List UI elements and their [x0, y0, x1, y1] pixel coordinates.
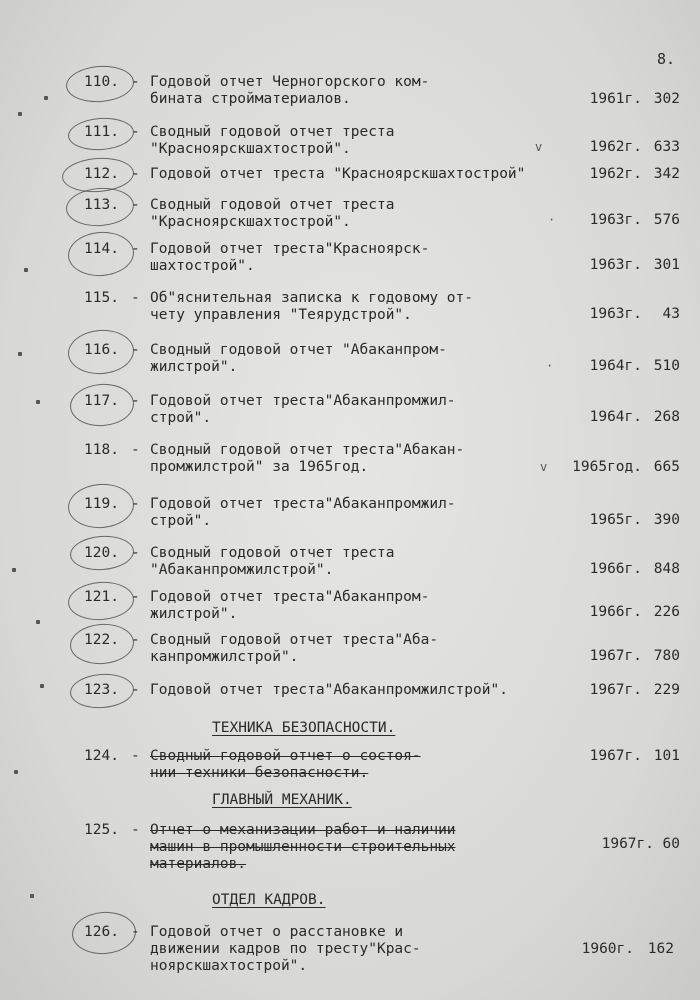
entry-title — [150, 748, 550, 782]
entry-dash: - — [131, 589, 140, 605]
entry-title-line: машин в промышленности строительных — [150, 839, 456, 855]
entry-title — [150, 166, 550, 183]
binding-mark — [44, 96, 48, 100]
entry-title-line: Годовой отчет треста"Абаканпром- — [150, 589, 430, 605]
entry-title — [150, 632, 550, 666]
entry-year: 1966г. — [589, 561, 642, 577]
entry-title — [150, 393, 550, 427]
entry-number: 119. — [84, 496, 119, 512]
entry-title-line: движении кадров по тресту"Крас- — [150, 941, 421, 957]
entry-page-count: 43 — [662, 306, 680, 322]
entry-page-count: 226 — [653, 604, 680, 620]
entry-year: 1962г. — [589, 166, 642, 182]
entry-title-line: Годовой отчет треста"Красноярск- — [150, 241, 430, 257]
entry-title-line: жилстрой". — [150, 359, 238, 375]
entry-dash: - — [131, 166, 140, 182]
binding-mark — [40, 684, 44, 688]
check-mark: v — [540, 460, 548, 474]
entry-page-count: 633 — [653, 139, 680, 155]
entry-title — [150, 241, 550, 275]
entry-year: 1964г. — [589, 358, 642, 374]
entry-page-count: 162 — [647, 941, 674, 957]
page-number: 8. — [657, 50, 676, 68]
entry-title — [150, 124, 550, 158]
entry-title-line: промжилстрой" за 1965год. — [150, 459, 369, 475]
entry-title — [150, 589, 550, 623]
entry-title-line: Сводный годовой отчет треста — [150, 124, 395, 140]
entry-title-line: строй". — [150, 410, 212, 426]
entry-title-line: "Красноярскшахтострой". — [150, 141, 351, 157]
entry-page-count: 390 — [653, 512, 680, 528]
entry-number: 126. — [84, 924, 119, 940]
entry-dash: - — [131, 496, 140, 512]
entry-year: 1964г. — [589, 409, 642, 425]
entry-title-line: чету управления "Теярудстрой". — [150, 307, 412, 323]
binding-mark — [30, 894, 34, 898]
binding-mark — [36, 400, 40, 404]
entry-title-line: Сводный годовой отчет треста"Абакан- — [150, 442, 465, 458]
entry-year: 1960г. — [581, 941, 634, 957]
entry-title-line: Сводный годовой отчет о состоя- — [150, 748, 421, 764]
binding-mark — [12, 568, 16, 572]
section-heading-personnel: ОТДЕЛ КАДРОВ. — [212, 892, 326, 908]
entry-title-line: нии техники безопасности. — [150, 765, 369, 781]
entry-page-count: 301 — [653, 257, 680, 273]
entry-title — [150, 342, 550, 376]
entry-page-count: 268 — [653, 409, 680, 425]
section-heading-safety: ТЕХНИКА БЕЗОПАСНОСТИ. — [212, 720, 396, 736]
entry-title — [150, 197, 550, 231]
entry-page-count: 848 — [653, 561, 680, 577]
entry-dash: - — [131, 197, 140, 213]
entry-dash: - — [131, 74, 140, 90]
entry-page-count: 302 — [653, 91, 680, 107]
entry-dash: - — [131, 924, 140, 940]
binding-mark — [36, 620, 40, 624]
entry-title-line: ноярскшахтострой". — [150, 958, 308, 974]
entry-page-count: 342 — [653, 166, 680, 182]
entry-year: 1967г. — [589, 682, 642, 698]
entry-number: 118. — [84, 442, 119, 458]
check-mark: · — [548, 213, 556, 227]
entry-number: 124. — [84, 748, 119, 764]
entry-title-line: Сводный годовой отчет треста — [150, 545, 395, 561]
entry-page-count: 229 — [653, 682, 680, 698]
entry-year: 1967г. — [589, 648, 642, 664]
entry-page-count: 780 — [653, 648, 680, 664]
section-heading-mechanic: ГЛАВНЫЙ МЕХАНИК. — [212, 792, 352, 808]
check-mark: v — [535, 140, 543, 154]
entry-dash: - — [131, 241, 140, 257]
entry-title — [150, 74, 550, 108]
entry-dash: - — [131, 682, 140, 698]
entry-year: 1967г. — [601, 836, 654, 852]
entry-title — [150, 924, 550, 975]
entry-title-line: строй". — [150, 513, 212, 529]
entry-title-line: Годовой отчет треста"Абаканпромжил- — [150, 496, 456, 512]
entry-year: 1966г. — [589, 604, 642, 620]
entry-number: 112. — [84, 166, 119, 182]
entry-year: 1961г. — [589, 91, 642, 107]
entry-number: 120. — [84, 545, 119, 561]
entry-title — [150, 822, 550, 873]
entry-year: 1965г. — [589, 512, 642, 528]
entry-dash: - — [131, 748, 140, 764]
entry-title-line: Об"яснительная записка к годовому от- — [150, 290, 474, 306]
entry-dash: - — [131, 290, 140, 306]
entry-year: 1962г. — [589, 139, 642, 155]
entry-year: 1963г. — [589, 257, 642, 273]
entry-title-line: жилстрой". — [150, 606, 238, 622]
binding-mark — [24, 268, 28, 272]
entry-title-line: Сводный годовой отчет треста"Аба- — [150, 632, 439, 648]
entry-title-line: Годовой отчет треста"Абаканпромжил- — [150, 393, 456, 409]
entry-page-count: 665 — [653, 459, 680, 475]
entry-title-line: "Красноярскшахтострой". — [150, 214, 351, 230]
entry-title-line: материалов. — [150, 856, 247, 872]
entry-number: 115. — [84, 290, 119, 306]
entry-page-count: 101 — [653, 748, 680, 764]
entry-year: 1965год. — [572, 459, 642, 475]
entry-year: 1963г. — [589, 306, 642, 322]
entry-title-line: Годовой отчет треста"Абаканпромжилстрой". — [150, 682, 508, 698]
entry-title-line: шахтострой". — [150, 258, 255, 274]
binding-mark — [18, 112, 22, 116]
entry-number: 117. — [84, 393, 119, 409]
entry-title — [150, 545, 550, 579]
entry-year: 1963г. — [589, 212, 642, 228]
entry-page-count: 510 — [653, 358, 680, 374]
entry-dash: - — [131, 822, 140, 838]
entry-page-count: 60 — [662, 836, 680, 852]
entry-number: 113. — [84, 197, 119, 213]
entry-title-line: Годовой отчет треста "Красноярскшахтострой" — [150, 166, 526, 182]
binding-mark — [18, 352, 22, 356]
entry-number: 110. — [84, 74, 119, 90]
entry-title — [150, 290, 550, 324]
entry-dash: - — [131, 632, 140, 648]
entry-title-line: "Абаканпромжилстрой". — [150, 562, 334, 578]
entry-year: 1967г. — [589, 748, 642, 764]
entry-dash: - — [131, 545, 140, 561]
entry-title-line: Годовой отчет Черногорского ком- — [150, 74, 430, 90]
entry-title-line: Отчет о механизации работ и наличии — [150, 822, 456, 838]
entry-number: 114. — [84, 241, 119, 257]
entry-page-count: 576 — [653, 212, 680, 228]
entry-dash: - — [131, 124, 140, 140]
binding-mark — [14, 770, 18, 774]
entry-title-line: канпромжилстрой". — [150, 649, 299, 665]
entry-dash: - — [131, 393, 140, 409]
entry-number: 121. — [84, 589, 119, 605]
entry-dash: - — [131, 442, 140, 458]
entry-dash: - — [131, 342, 140, 358]
entry-title-line: Сводный годовой отчет "Абаканпром- — [150, 342, 447, 358]
entry-title — [150, 442, 550, 476]
entry-title-line: Сводный годовой отчет треста — [150, 197, 395, 213]
check-mark: · — [546, 359, 554, 373]
entry-title — [150, 496, 550, 530]
entry-number: 116. — [84, 342, 119, 358]
entry-number: 123. — [84, 682, 119, 698]
entry-title-line: бината стройматериалов. — [150, 91, 351, 107]
entry-title-line: Годовой отчет о расстановке и — [150, 924, 404, 940]
entry-title — [150, 682, 550, 699]
entry-number: 122. — [84, 632, 119, 648]
entry-number: 111. — [84, 124, 119, 140]
entry-number: 125. — [84, 822, 119, 838]
